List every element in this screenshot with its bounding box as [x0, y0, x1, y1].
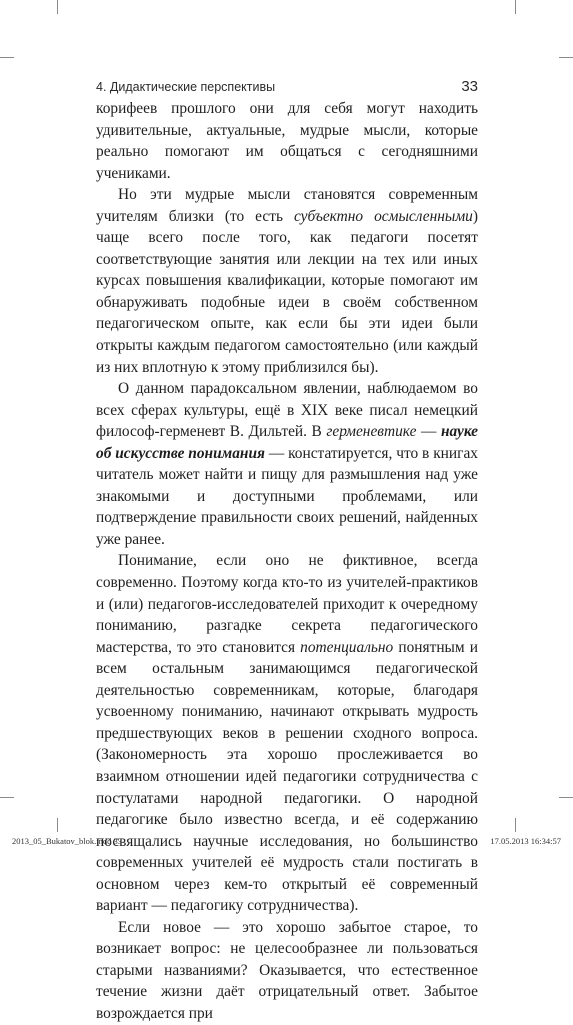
- paragraph: [96, 378, 478, 550]
- text-run: корифеев прошлого они для себя могут находить удивительные, актуальные, мудрые мысли, которые реально помогают им общаться с сегодняшними учениками.: [96, 100, 478, 182]
- crop-mark: [515, 0, 516, 14]
- body-text: [96, 98, 478, 1025]
- crop-mark: [559, 57, 573, 58]
- text-run: Если новое — это хорошо забытое старое, то возникает вопрос: не целесообразнее ли пользоваться старыми названиями? Оказывается, что естественное течение жизни даёт отрицательный ответ. Забытое возрождается при: [96, 918, 478, 1022]
- text-run: Но эти мудрые мысли становятся современным учителям близки (то есть: [96, 186, 478, 225]
- crop-mark: [57, 0, 58, 14]
- text-run: ) чаще всего после того, как педагоги посетят соответствующие занятия или лекции на тех или иных курсах повышения квалификации, которые помогают им обнаруживать подобные идеи в своём собственном педагогическом опыте, как если бы эти идеи были открыты каждым педагогом самостоятельно (или каждый из них вплотную к этому приблизился бы).: [96, 207, 478, 376]
- text-run: понятным и всем остальным занимающимся педагогической деятельностью современникам, которые, благодаря усвоенному пониманию, начинают открывать мудрость предшествующих веков в решении сходного вопроса. (Закономерность эта хорошо прослеживается во взаимном отношении идей педагогики сотрудничества с постулатами народной педагогики. О народной педагогике было известно всегда, и её содержанию посвящались научные исследования, но большинство современных учителей её мудрость стали постигать в основном через кем-то открытый её современный вариант — педагогику сотрудничества).: [96, 638, 478, 915]
- paragraph: [96, 917, 478, 1025]
- italic-term: герменевтике: [326, 423, 417, 441]
- paragraph: [96, 184, 478, 378]
- crop-mark: [559, 797, 573, 798]
- text-run: Понимание, если оно не фиктивное, всегда современно. Поэтому когда кто-то из учителей-практиков и (или) педагогов-исследователей приходит к очередному пониманию, разгадке секрета педагогического мастерства, то это становится: [96, 552, 478, 656]
- crop-mark: [0, 57, 14, 58]
- page-number: 33: [461, 78, 478, 95]
- crop-mark: [0, 797, 14, 798]
- running-head: [96, 78, 478, 98]
- chapter-running-title: 4. Дидактические перспективы: [96, 80, 276, 94]
- text-run: — констатируется, что в книгах читатель может найти и пищу для размышления над уже знакомыми и доступными проблемами, или подтверждение правильности своих решений, найденных уже ранее.: [96, 444, 478, 548]
- text-run: —: [416, 423, 441, 441]
- print-slug-date: 17.05.2013 16:34:57: [490, 836, 561, 846]
- paragraph: [96, 550, 478, 916]
- italic-term: потенциально: [300, 638, 394, 656]
- paragraph: [96, 98, 478, 184]
- italic-term: субъектно осмысленными: [293, 207, 473, 225]
- crop-mark: [57, 818, 58, 832]
- text-run: О данном парадоксальном явлении, наблюдаемом во всех сферах культуры, ещё в XIX веке писал немецкий философ-герменевт В. Дильтей. В: [96, 380, 478, 441]
- crop-mark: [515, 818, 516, 832]
- print-slug-file: 2013_05_Bukatov_blok.indd 33: [12, 836, 123, 846]
- bold-italic-term: науке об искусстве понимания: [96, 423, 478, 462]
